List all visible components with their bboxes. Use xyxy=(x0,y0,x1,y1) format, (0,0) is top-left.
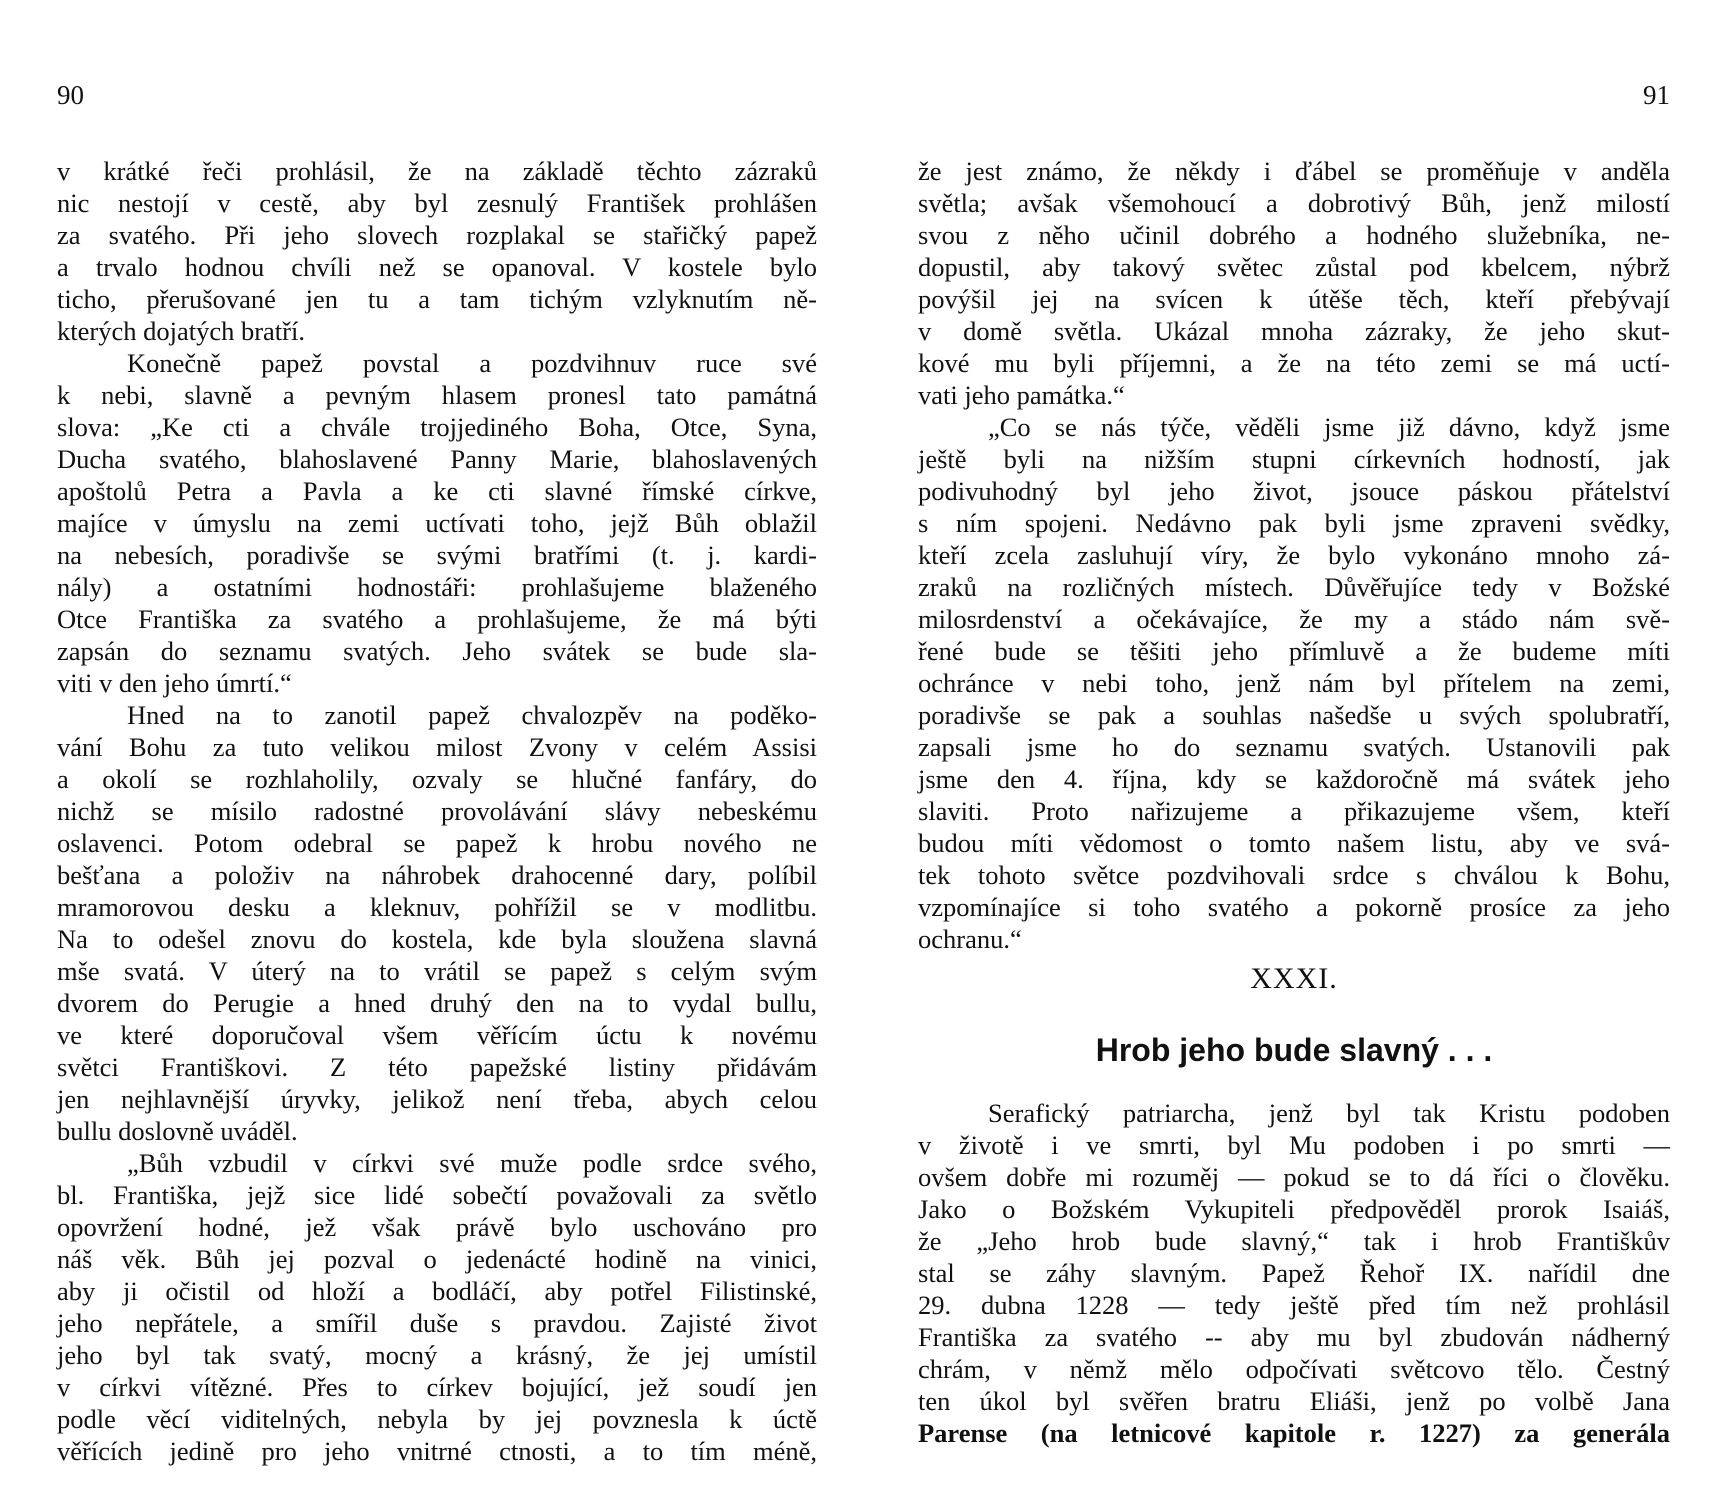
text-line: bešťana a položiv na náhrobek drahocenné dary, políbil xyxy=(57,860,817,890)
text-line: svou z něho učinil dobrého a hodného služebníka, ne- xyxy=(918,220,1670,250)
text-line: jeho byl tak svatý, mocný a krásný, že jej umístil xyxy=(57,1340,817,1370)
text-line: mše svatá. V úterý na to vrátil se papež s celým svým xyxy=(57,956,817,986)
text-line: jen nejhlavnější úryvky, jelikož není třeba, abych celou xyxy=(57,1084,817,1114)
text-line: viti v den jeho úmrtí.“ xyxy=(57,668,292,698)
left-page-number: 90 xyxy=(57,80,84,110)
text-line: zraků na rozličných místech. Důvěřujíce tedy v Božské xyxy=(918,572,1670,602)
text-line: Konečně papež povstal a pozdvihnuv ruce své xyxy=(127,348,817,378)
text-line: zapsán do seznamu svatých. Jeho svátek se bude sla- xyxy=(57,636,817,666)
right-page-text-top xyxy=(918,155,1670,955)
text-line: poradivše se pak a souhlas našedše u svých spolubratří, xyxy=(918,700,1670,730)
text-line: k nebi, slavně a pevným hlasem pronesl tato památná xyxy=(57,380,817,410)
text-line: milosrdenství a očekávajíce, že my a stádo nám svě- xyxy=(918,604,1670,634)
text-line: jeho nepřátele, a smířil duše s pravdou. Zajisté život xyxy=(57,1308,817,1338)
text-line: tek tohoto světce pozdvihovali srdce s chválou k Bohu, xyxy=(918,860,1670,890)
text-line: „Co se nás týče, věděli jsme již dávno, když jsme xyxy=(988,412,1670,442)
text-line: za svatého. Při jeho slovech rozplakal se stařičký papež xyxy=(57,220,817,250)
text-line: že jest známo, že někdy i ďábel se proměňuje v anděla xyxy=(918,156,1670,186)
chapter-title: Hrob jeho bude slavný . . . xyxy=(1095,1032,1493,1068)
text-line: s ním spojeni. Nedávno pak byli jsme zpraveni svědky, xyxy=(918,508,1670,538)
right-page-text-bottom xyxy=(918,1097,1670,1449)
text-line: bullu doslovně uváděl. xyxy=(57,1116,298,1146)
text-line: ovšem dobře mi rozuměj — pokud se to dá říci o člověku. xyxy=(918,1162,1670,1192)
text-line: „Bůh vzbudil v církvi své muže podle srdce svého, xyxy=(127,1148,817,1178)
text-line: budou míti vědomost o tomto našem listu, aby ve svá- xyxy=(918,828,1670,858)
text-line: zapsali jsme ho do seznamu svatých. Ustanovili pak xyxy=(918,732,1670,762)
text-line: stal se záhy slavným. Papež Řehoř IX. nařídil dne xyxy=(918,1258,1670,1288)
text-line: vzpomínajíce si toho svatého a pokorně prosíce za jeho xyxy=(918,892,1670,922)
text-line: Františka za svatého -- aby mu byl zbudován nádherný xyxy=(918,1322,1670,1352)
text-line: kterých dojatých bratří. xyxy=(57,316,305,346)
text-line: náš věk. Bůh jej pozval o jedenácté hodině na vinici, xyxy=(57,1244,817,1274)
text-line: a okolí se rozhlaholily, ozvaly se hlučné fanfáry, do xyxy=(57,764,817,794)
text-line: slaviti. Proto nařizujeme a přikazujeme všem, kteří xyxy=(918,796,1670,826)
text-line: ve které doporučoval všem věřícím úctu k novému xyxy=(57,1020,817,1050)
text-line: v životě i ve smrti, byl Mu podoben i po smrti — xyxy=(918,1130,1670,1160)
text-line: na nebesích, poradivše se svými bratřími (t. j. kardi- xyxy=(57,540,817,570)
text-line: věřících jedině pro jeho vnitrné ctnosti, a to tím méně, xyxy=(57,1436,817,1466)
text-line: ten úkol byl svěřen bratru Eliáši, jenž po volbě Jana xyxy=(918,1386,1670,1416)
text-line: Hned na to zanotil papež chvalozpěv na poděko- xyxy=(127,700,817,730)
text-line: podivuhodný byl jeho život, jsouce páskou přátelství xyxy=(918,476,1670,506)
text-line: v domě světla. Ukázal mnoha zázraky, že jeho skut- xyxy=(918,316,1670,346)
text-line: světci Františkovi. Z této papežské listiny přidávám xyxy=(57,1052,817,1082)
text-line: v krátké řeči prohlásil, že na základě těchto zázraků xyxy=(57,156,817,186)
text-line: Otce Františka za svatého a prohlašujeme, že má býti xyxy=(57,604,817,634)
text-line: kové mu byli příjemni, a že na této zemi se má uctí- xyxy=(918,348,1670,378)
text-line: majíce v úmyslu na zemi uctívati toho, jejž Bůh oblažil xyxy=(57,508,817,538)
text-line: a trvalo hodnou chvíli než se opanoval. V kostele bylo xyxy=(57,252,817,282)
text-line: nichž se mísilo radostné provolávání slávy nebeskému xyxy=(57,796,817,826)
text-line: povýšil jej na svícen k útěše těch, kteří přebývají xyxy=(918,284,1670,314)
left-page-text xyxy=(57,155,817,1467)
text-line: vání Bohu za tuto velikou milost Zvony v celém Assisi xyxy=(57,732,817,762)
text-line: řené bude se těšiti jeho přímluvě a že budeme míti xyxy=(918,636,1670,666)
text-line: Serafický patriarcha, jenž byl tak Kristu podoben xyxy=(988,1098,1670,1128)
text-line: aby ji očistil od hloží a bodláčí, aby potřel Filistinské, xyxy=(57,1276,817,1306)
text-line: v církvi vítězné. Přes to církev bojující, jež soudí jen xyxy=(57,1372,817,1402)
text-line: kteří zcela zasluhují víry, že bylo vykonáno mnoho zá- xyxy=(918,540,1670,570)
text-line: apoštolů Petra a Pavla a ke cti slavné římské církve, xyxy=(57,476,817,506)
text-line: Na to odešel znovu do kostela, kde byla sloužena slavná xyxy=(57,924,817,954)
right-page-number: 91 xyxy=(1643,80,1670,110)
text-line: ochránce v nebi toho, jenž nám byl přítelem na zemi, xyxy=(918,668,1670,698)
chapter-number: XXXI. xyxy=(1250,962,1338,995)
text-line: opovržení hodné, jež však právě bylo uschováno pro xyxy=(57,1212,817,1242)
text-line: ještě byli na nižším stupni církevních hodností, jak xyxy=(918,444,1670,474)
text-line: oslavenci. Potom odebral se papež k hrobu nového ne xyxy=(57,828,817,858)
text-line: 29. dubna 1228 — tedy ještě před tím než prohlásil xyxy=(918,1290,1670,1320)
text-line: Ducha svatého, blahoslavené Panny Marie, blahoslavených xyxy=(57,444,817,474)
text-line: bl. Františka, jejž sice lidé sobečtí považovali za světlo xyxy=(57,1180,817,1210)
text-line: jsme den 4. října, kdy se každoročně má svátek jeho xyxy=(918,764,1670,794)
text-line: podle věcí viditelných, nebyla by jej povznesla k úctě xyxy=(57,1404,817,1434)
text-line: ochranu.“ xyxy=(918,924,1022,954)
text-line: mramorovou desku a kleknuv, pohřížil se v modlitbu. xyxy=(57,892,817,922)
text-line: Parense (na letnicové kapitole r. 1227) za generála xyxy=(918,1418,1670,1448)
text-line: dvorem do Perugie a hned druhý den na to vydal bullu, xyxy=(57,988,817,1018)
text-line: chrám, v němž mělo odpočívati světcovo tělo. Čestný xyxy=(918,1354,1670,1384)
text-line: nic nestojí v cestě, aby byl zesnulý František prohlášen xyxy=(57,188,817,218)
text-line: světla; avšak všemohoucí a dobrotivý Bůh, jenž milostí xyxy=(918,188,1670,218)
text-line: nály) a ostatními hodnostáři: prohlašujeme blaženého xyxy=(57,572,817,602)
text-line: ticho, přerušované jen tu a tam tichým vzlyknutím ně- xyxy=(57,284,817,314)
text-line: Jako o Božském Vykupiteli předpověděl prorok Isaiáš, xyxy=(918,1194,1670,1224)
text-line: že „Jeho hrob bude slavný,“ tak i hrob Františkův xyxy=(918,1226,1670,1256)
text-line: dopustil, aby takový světec zůstal pod kbelcem, nýbrž xyxy=(918,252,1670,282)
text-line: slova: „Ke cti a chvále trojjediného Boha, Otce, Syna, xyxy=(57,412,817,442)
text-line: vati jeho památka.“ xyxy=(918,380,1125,410)
